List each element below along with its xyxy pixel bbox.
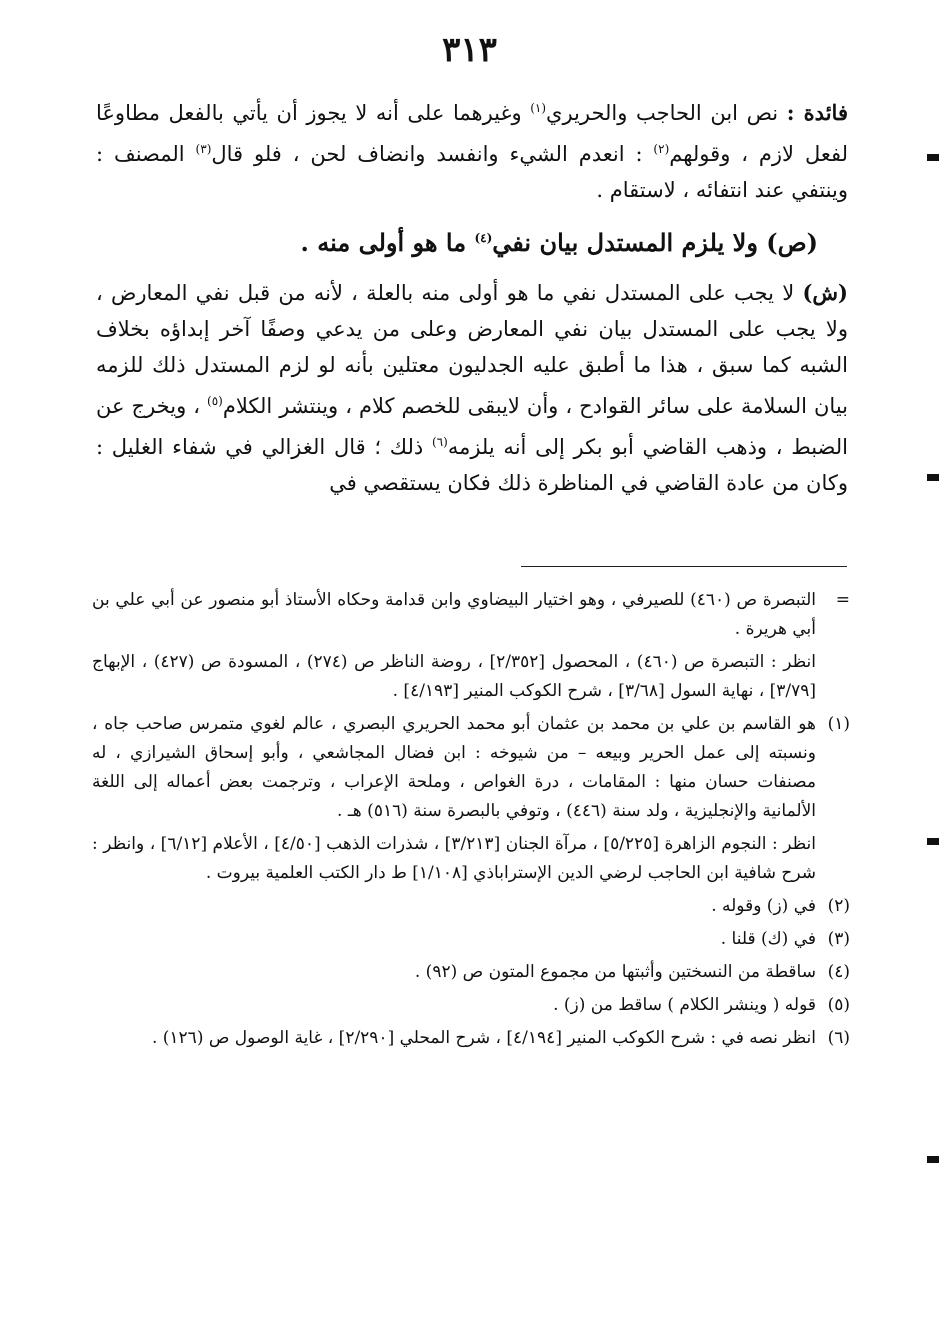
footnote-separator xyxy=(521,566,847,567)
footnote-5 xyxy=(92,991,850,1020)
fa-text-4: المصنف : وينتفي عند انتفائه ، لاستقام . xyxy=(96,142,848,202)
footnotes xyxy=(92,586,850,1057)
matn-text-2: ما هو أولى منه . xyxy=(300,228,475,257)
footnote-ref-4[interactable]: (٤) xyxy=(474,231,493,245)
footnote-1-number: (١) xyxy=(827,714,850,734)
footnote-6-number: (٦) xyxy=(827,1028,850,1048)
footnote-ref-1[interactable]: (١) xyxy=(530,101,547,115)
footnote-1-text-2: انظر : النجوم الزاهرة [٥/٢٢٥] ، مرآة الجنان [٣/٢١٣] ، شذرات الذهب [٤/٥٠] ، الأعلام [٦/١٢] ، وانظر : شرح شافية ابن الحاجب لرضي الدين الإستراباذي [١/١٠٨] ط دار الكتب العلمية بيروت . xyxy=(92,834,817,883)
footnote-2-number: (٢) xyxy=(827,896,850,916)
footnote-3-text: في (ك) قلنا . xyxy=(720,929,816,949)
sharh-paragraph xyxy=(96,275,848,501)
fa-text-2: وغيرهما على أنه لا يجوز أن يأتي بالفعل مطاوعًا لفعل لازم ، وقولهم xyxy=(96,101,848,166)
sharh-text-2: ، ويخرج عن الضبط ، وذهب القاضي أبو بكر إلى أنه يلزمه xyxy=(96,394,849,459)
sharh-label: (ش) xyxy=(802,280,848,305)
footnote-1-text-1: هو القاسم بن علي بن محمد بن عثمان أبو محمد الحريري البصري ، عالم لغوي متمرس صاحب جاه ، ونسبته إلى عمل الحرير وبيعه – من شيوخه : ابن فضال المجاشعي ، وأبو إسحاق الشيرازي ، له مصنفات حسان منها : المقامات ، درة الغواص ، وملحة الإعراب ، وترجمت بعض أعماله إلى اللغة الألمانية والإنجليزية ، ولد سنة (٤٤٦) ، وتوفي بالبصرة سنة (٥١٦) هـ . xyxy=(92,714,816,821)
sharh-text-1: لا يجب على المستدل نفي ما هو أولى منه بالعلة ، لأنه من قبل نفي المعارض ، ولا يجب على المستدل بيان نفي المعارض وعلى من يدعي وصفًا آخر إبداؤه بخلاف الشبه كما سبق ، هذا ما أطبق عليه الجدليون معتلين بأنه لو لزم المستدل ذلك للزمه بيان السلامة على سائر القوادح ، وأن لايبقى للخصم كلام ، وينتشر الكلام xyxy=(96,281,849,418)
footnote-2 xyxy=(92,892,850,921)
footnote-1 xyxy=(92,710,850,888)
sharh-text-3: ذلك ؛ قال الغزالي في شفاء الغليل : وكان من عادة القاضي في المناظرة ذلك فكان يستقصي في xyxy=(96,435,848,495)
main-text xyxy=(96,90,848,501)
scan-margin-mark xyxy=(927,474,939,481)
footnote-ref-5[interactable]: (٥) xyxy=(207,394,223,408)
footnote-continued-text-1: التبصرة ص (٤٦٠) للصيرفي ، وهو اختيار البيضاوي وابن قدامة وحكاه الأستاذ أبو منصور عن أبي علي بن أبي هريرة . xyxy=(92,590,816,639)
scan-margin-mark xyxy=(927,154,939,161)
footnote-ref-6[interactable]: (٦) xyxy=(431,435,448,449)
footnote-3-number: (٣) xyxy=(827,929,850,949)
fa-text-3: : انعدم الشيء وانفسد وانضاف لحن ، فلو قال xyxy=(211,142,654,166)
footnote-4-text: ساقطة من النسختين وأثبتها من مجموع المتون ص (٩٢) . xyxy=(414,962,816,982)
footnote-2-text: في (ز) وقوله . xyxy=(711,896,816,916)
matn-paragraph xyxy=(96,218,818,263)
page-number: ٣١٣ xyxy=(442,30,497,70)
matn-text-1: (ص) ولا يلزم المستدل بيان نفي xyxy=(492,228,818,257)
footnote-5-number: (٥) xyxy=(827,995,850,1015)
footnote-4 xyxy=(92,958,850,987)
scan-margin-mark xyxy=(927,1156,939,1163)
fa-paragraph xyxy=(96,90,848,208)
footnote-continued xyxy=(92,586,850,706)
footnote-6 xyxy=(92,1024,850,1053)
fa-text-1: نص ابن الحاجب والحريري xyxy=(546,101,787,125)
footnote-6-text: انظر نصه في : شرح الكوكب المنير [٤/١٩٤] ، شرح المحلي [٢/٢٩٠] ، غاية الوصول ص (١٢٦) . xyxy=(151,1028,816,1048)
scan-margin-mark xyxy=(927,838,939,845)
footnote-continued-marker: = xyxy=(835,590,850,610)
fa-label: فائدة : xyxy=(786,100,848,125)
footnote-5-text: قوله ( وينشر الكلام ) ساقط من (ز) . xyxy=(553,995,816,1015)
footnote-3 xyxy=(92,925,850,954)
footnote-4-number: (٤) xyxy=(827,962,850,982)
footnote-ref-2[interactable]: (٢) xyxy=(653,142,670,156)
footnote-ref-3[interactable]: (٣) xyxy=(195,142,212,156)
footnote-continued-text-2: انظر : التبصرة ص (٤٦٠) ، المحصول [٢/٣٥٢] ، روضة الناظر ص (٢٧٤) ، المسودة ص (٤٢٧) ، الإبهاج [٣/٧٩] ، نهاية السول [٣/٦٨] ، شرح الكوكب المنير [٤/١٩٣] . xyxy=(92,652,816,701)
